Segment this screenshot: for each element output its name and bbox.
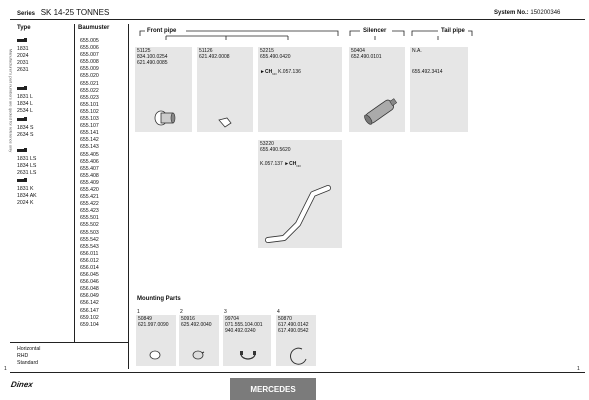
bent-pipe-icon (258, 168, 342, 248)
part-code: 99704 (225, 316, 239, 322)
mounting-box-50870[interactable] (276, 315, 316, 366)
side-note: Manufacturer's part numbers are quoted for reference only (8, 48, 14, 153)
band-clamp-icon (288, 347, 308, 370)
part-ref: 617.490.0142 (278, 322, 309, 328)
series-label: Series (17, 11, 36, 17)
baumuster-item: 655.422 (80, 201, 99, 208)
baumuster-item: 655.501 (80, 215, 99, 222)
part-ref: 617.490.0542 (278, 328, 309, 334)
front-pipe-heading: Front pipe (147, 28, 177, 34)
arrow-icon: ► (284, 161, 290, 167)
baumuster-item: 655.542 (80, 236, 99, 243)
type-item: 2024 (17, 53, 29, 60)
mounting-number: 2 (180, 309, 183, 315)
part-ref: 834.100.0254 (137, 54, 168, 60)
chassis-range: K.057.136 (278, 69, 301, 75)
baumuster-item: 659.102 (80, 314, 99, 321)
ch-sub: NO (272, 72, 277, 76)
type-item: 1831 LS (17, 156, 37, 163)
baumuster-item: 655.009 (80, 66, 99, 73)
part-ref: 655.490.0420 (260, 54, 291, 60)
baumuster-item: 655.543 (80, 243, 99, 250)
tail-pipe-heading: Tail pipe (441, 28, 465, 34)
baumuster-item: 656.142 (80, 300, 99, 307)
silencer-heading: Silencer (363, 28, 387, 34)
part-code: 51126 (199, 48, 213, 54)
part-box-50404[interactable] (349, 47, 405, 132)
part-box-52215[interactable] (258, 47, 342, 132)
note-orientation: Horizontal (17, 346, 41, 352)
type-item: 2634 S (17, 132, 34, 139)
type-item: 2024 K (17, 200, 34, 207)
part-box-51126[interactable] (197, 47, 253, 132)
part-code: 50916 (181, 316, 195, 322)
part-ref: 625.492.0040 (181, 322, 212, 328)
part-code: 50849 (138, 316, 152, 322)
part-ref: 621.997.0090 (138, 322, 169, 328)
part-ref: 621.490.0085 (137, 60, 168, 66)
type-item: 1834 S (17, 125, 34, 132)
baumuster-item: 656.048 (80, 286, 99, 293)
series-value: SK 14-25 TONNES (40, 8, 110, 17)
type-item: 2031 (17, 60, 29, 67)
type-item: 1831 (17, 46, 29, 53)
baumuster-item: 655.405 (80, 151, 99, 158)
mounting-box-50849[interactable] (136, 315, 176, 366)
part-code: 51125 (137, 48, 151, 54)
note-drive: RHD (17, 353, 29, 360)
page-number-left: 1 (4, 366, 7, 372)
baumuster-item: 655.107 (80, 123, 99, 130)
chassis-note (260, 69, 301, 77)
baumuster-item: 655.423 (80, 208, 99, 215)
part-ref: 655.490.5620 (260, 147, 291, 153)
part-code: 53220 (260, 141, 274, 147)
part-code: N.A. (412, 48, 422, 54)
mounting-number: 1 (137, 309, 140, 315)
baumuster-item: 655.408 (80, 172, 99, 179)
part-box-53220[interactable] (258, 140, 342, 248)
baumuster-item: 659.104 (80, 321, 99, 328)
type-item: 1834 AK (17, 193, 37, 200)
baumuster-item: 655.503 (80, 229, 99, 236)
baumuster-item: 655.502 (80, 222, 99, 229)
mounting-box-99704[interactable] (223, 315, 271, 366)
mounting-number: 3 (224, 309, 227, 315)
baumuster-item: 655.421 (80, 194, 99, 201)
baumuster-item: 655.409 (80, 179, 99, 186)
type-item: 2631 (17, 67, 29, 74)
baumuster-item: 655.407 (80, 165, 99, 172)
type-item: 1834 LS (17, 163, 37, 170)
system-value: 150200346 (530, 10, 561, 16)
part-code: 50870 (278, 316, 292, 322)
dinex-logo: Dinex (10, 380, 34, 389)
baumuster-item: 655.020 (80, 73, 99, 80)
baumuster-item: 655.008 (80, 59, 99, 66)
baumuster-item: 655.142 (80, 137, 99, 144)
baumuster-item: 655.023 (80, 94, 99, 101)
baumuster-item: 655.101 (80, 101, 99, 108)
baumuster-item: 655.103 (80, 116, 99, 123)
arrow-icon: ► (260, 69, 265, 75)
part-code: 52215 (260, 48, 274, 54)
note-variant: Standard (17, 360, 39, 367)
silencer-icon (359, 97, 401, 127)
baumuster-item: 655.022 (80, 87, 99, 94)
type-item: 1831 L (17, 94, 33, 101)
part-ref: 621.492.0008 (199, 54, 230, 60)
page-number-right: 1 (577, 366, 580, 372)
baumuster-item: 656.147 (80, 307, 99, 314)
baumuster-item: 655.143 (80, 144, 99, 151)
baumuster-item: 655.406 (80, 158, 99, 165)
flange-pipe-icon (153, 109, 177, 127)
clamp-sleeve-icon (217, 117, 233, 129)
baumuster-item: 655.021 (80, 80, 99, 87)
baumuster-item: 655.005 (80, 38, 99, 44)
part-box-tail-pipe[interactable] (410, 47, 468, 132)
mounting-heading: Mounting Parts (137, 296, 181, 302)
ch-sub: NO (296, 164, 301, 168)
u-bolt-clamp-icon (239, 347, 257, 365)
baumuster-item: 655.420 (80, 186, 99, 193)
baumuster-item: 655.007 (80, 52, 99, 59)
brand-bar: MERCEDES (230, 378, 316, 400)
type-item: 1831 K (17, 186, 34, 193)
part-ref: 071.555.104.001 (225, 322, 263, 328)
baumuster-item: 656.049 (80, 293, 99, 300)
type-item: 2631 LS (17, 170, 37, 177)
part-ref: 652.490.0101 (351, 54, 382, 60)
baumuster-item: 656.014 (80, 265, 99, 271)
clamp-ring-icon (148, 347, 162, 365)
baumuster-item: 655.102 (80, 108, 99, 115)
clamp-ring-icon (191, 347, 205, 365)
baumuster-item: 656.012 (80, 257, 99, 264)
chassis-range: K.057.137 (260, 161, 283, 167)
baumuster-item: 656.011 (80, 250, 99, 257)
type-item: 1834 L (17, 101, 33, 108)
mounting-number: 4 (277, 309, 280, 315)
part-ref: 940.492.0240 (225, 328, 256, 334)
baumuster-item: 656.045 (80, 272, 99, 279)
ch-label: CH (264, 69, 273, 75)
baumuster-heading: Baumuster (78, 25, 110, 31)
mounting-box-50916[interactable] (179, 315, 219, 366)
baumuster-item: 655.006 (80, 45, 99, 52)
type-item: 2534 L (17, 108, 33, 115)
ch-label: CH (289, 161, 297, 167)
system-label: System No.: (494, 10, 529, 16)
baumuster-item: 656.046 (80, 279, 99, 286)
type-heading: Type (17, 25, 31, 31)
part-box-51125[interactable] (135, 47, 192, 132)
part-code: 50404 (351, 48, 365, 54)
baumuster-item: 655.141 (80, 130, 99, 137)
footer-rule (10, 372, 585, 373)
part-ref: 655.492.3414 (412, 69, 443, 75)
